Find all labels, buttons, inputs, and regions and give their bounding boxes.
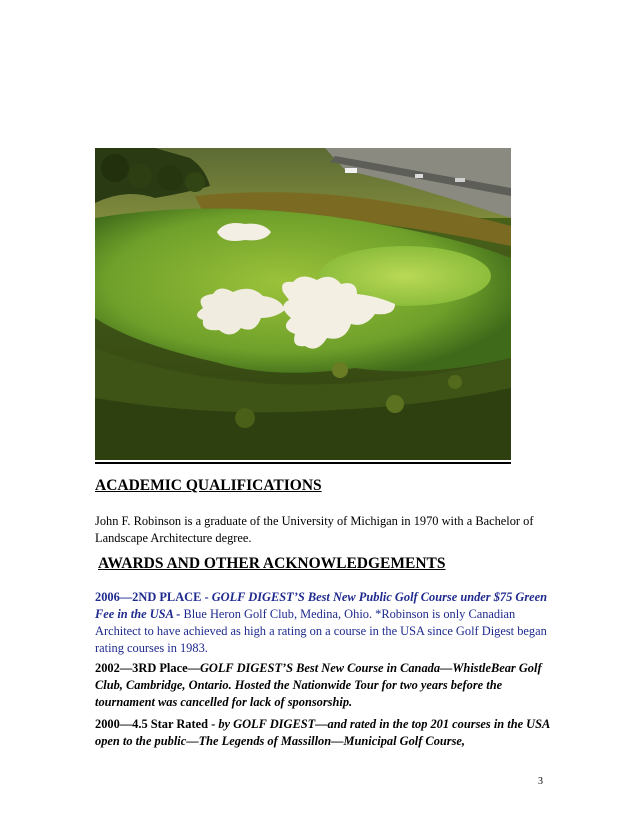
award-2002-details: GOLF DIGEST’S Best New Course in Canada—WhistleBear Golf Club, Cambridge, Ontario. Hosted the Nationwide Tour for two years before the tournament was cancelled for lack of sponsorship. (95, 661, 542, 709)
page-number: 3 (538, 776, 543, 787)
award-2006-details: Blue Heron Golf Club, Medina, Ohio. *Robinson is only Canadian Architect to have achieved as high a rating on a course in the USA since Golf Digest began rating courses in 1983. (95, 607, 547, 655)
award-2006-magazine: GOLF DIGEST’S Best New Public Golf Course under $75 Green Fee in the USA - (95, 590, 548, 621)
award-2006-lead: 2006—2ND PLACE - (95, 590, 212, 604)
award-2000-lead: 2000—4.5 Star Rated - (95, 717, 219, 731)
award-2000-paragraph (95, 716, 555, 750)
golf-course-aerial-icon (95, 148, 511, 460)
awards-heading: AWARDS AND OTHER ACKNOWLEDGEMENTS (98, 555, 446, 572)
academic-qualifications-heading: ACADEMIC QUALIFICATIONS (95, 477, 322, 494)
award-2000-details: by GOLF DIGEST—and rated in the top 201 courses in the USA open to the public—The Legends of Massillon—Municipal Golf Course, (95, 717, 550, 748)
horizontal-rule (95, 462, 511, 464)
academic-qualifications-text: John F. Robinson is a graduate of the University of Michigan in 1970 with a Bachelor of Landscape Architecture degree. (95, 514, 534, 545)
award-2002-paragraph (95, 660, 555, 711)
award-2002-lead: 2002—3RD Place— (95, 661, 200, 675)
golf-course-photo (95, 148, 511, 460)
award-2006-paragraph (95, 589, 555, 657)
